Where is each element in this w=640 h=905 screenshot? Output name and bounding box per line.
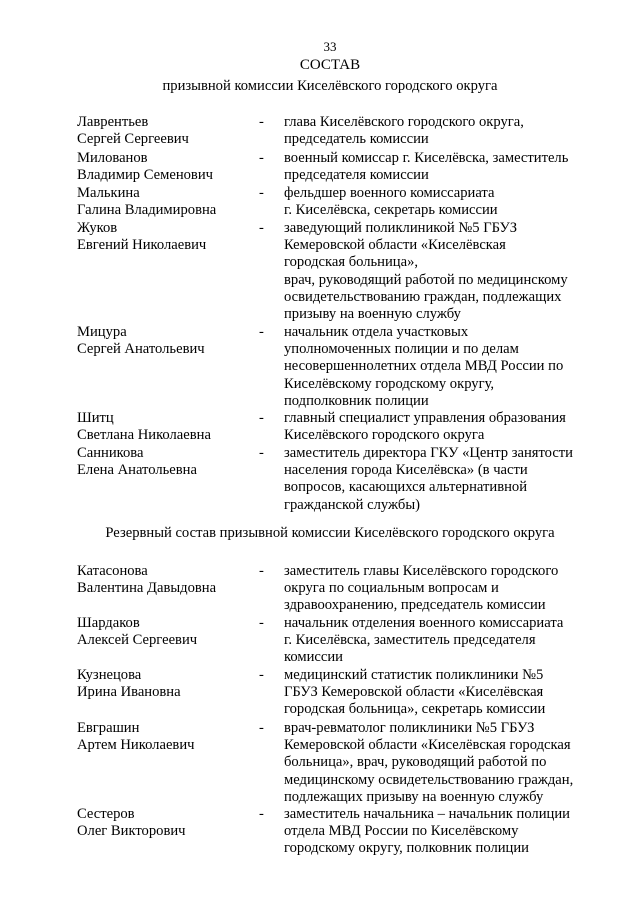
member-given-name: Галина Владимировна — [77, 202, 217, 219]
role-line: фельдшер военного комиссариата — [284, 185, 495, 201]
role-line: уполномоченных полиции и по делам — [284, 341, 519, 358]
separator-dash: - — [259, 563, 264, 579]
member-surname: Катасонова — [77, 563, 148, 579]
role-line: освидетельствованию граждан, подлежащих — [284, 288, 562, 305]
member-given-name: Олег Викторович — [77, 823, 186, 840]
member-surname: Кузнецова — [77, 667, 142, 683]
role-line: заместитель директора ГКУ «Центр занятости — [284, 445, 573, 461]
role-line: здравоохранению, председатель комиссии — [284, 597, 546, 614]
role-line: подлежащих призыву на военную службу — [284, 788, 544, 805]
role-line: больница», врач, руководящий работой по — [284, 754, 547, 771]
member-given-name: Сергей Анатольевич — [77, 341, 205, 358]
role-line: Киселёвского городского округа — [284, 427, 485, 444]
reserve-members-list — [0, 563, 640, 858]
member-role — [284, 114, 584, 148]
member-entry — [0, 806, 640, 858]
member-role — [284, 563, 584, 615]
member-name — [77, 445, 252, 479]
member-entry — [0, 324, 640, 410]
role-line: несовершеннолетних отдела МВД России по — [284, 358, 564, 375]
member-given-name: Алексей Сергеевич — [77, 632, 198, 649]
role-line: округа по социальным вопросам и — [284, 580, 499, 597]
role-line: г. Киселёвска, секретарь комиссии — [284, 202, 498, 219]
member-given-name: Светлана Николаевна — [77, 427, 211, 444]
separator-dash: - — [259, 324, 264, 340]
member-name — [77, 615, 252, 649]
member-entry — [0, 150, 640, 185]
role-line: Киселёвскому городскому округу, — [284, 375, 495, 392]
separator-dash: - — [259, 410, 264, 426]
member-entry — [0, 667, 640, 720]
member-given-name: Артем Николаевич — [77, 737, 195, 754]
role-line: вопросов, касающихся альтернативной — [284, 479, 528, 496]
member-entry — [0, 615, 640, 667]
role-line: начальник отдела участковых — [284, 324, 469, 340]
member-given-name: Валентина Давыдовна — [77, 580, 217, 597]
role-line: подполковник полиции — [284, 392, 429, 409]
member-role — [284, 220, 584, 323]
member-name — [77, 324, 252, 358]
main-members-list — [0, 114, 640, 515]
member-name — [77, 114, 252, 148]
member-name — [77, 185, 252, 219]
separator-dash: - — [259, 150, 264, 166]
member-surname: Санникова — [77, 445, 144, 461]
role-line: призыву на военную службу — [284, 306, 461, 323]
member-entry — [0, 114, 640, 150]
separator-dash: - — [259, 720, 264, 736]
member-entry — [0, 563, 640, 615]
member-name — [77, 220, 252, 254]
role-line: заместитель начальника – начальник полиции — [284, 806, 570, 822]
separator-dash: - — [259, 220, 264, 236]
member-given-name: Владимир Семенович — [77, 167, 213, 184]
role-line: ГБУЗ Кемеровской области «Киселёвская — [284, 684, 544, 701]
role-line: главный специалист управления образования — [284, 410, 566, 426]
member-entry — [0, 185, 640, 220]
role-line: председателя комиссии — [284, 167, 429, 184]
role-line: военный комиссар г. Киселёвска, заместитель — [284, 150, 569, 166]
member-surname: Мицура — [77, 324, 127, 340]
member-surname: Милованов — [77, 150, 148, 166]
separator-dash: - — [259, 806, 264, 822]
role-line: Кемеровской области «Киселёвская городская — [284, 737, 571, 754]
separator-dash: - — [259, 667, 264, 683]
member-surname: Жуков — [77, 220, 118, 236]
member-entry — [0, 410, 640, 445]
member-entry — [0, 220, 640, 324]
member-given-name: Елена Анатольевна — [77, 462, 197, 479]
document-subtitle: призывной комиссии Киселёвского городского округа — [162, 78, 498, 94]
member-role — [284, 410, 584, 444]
member-name — [77, 806, 252, 840]
separator-dash: - — [259, 185, 264, 201]
member-entry — [0, 445, 640, 515]
separator-dash: - — [259, 114, 264, 130]
member-given-name: Евгений Николаевич — [77, 237, 207, 254]
member-role — [284, 720, 584, 806]
role-line: заведующий поликлиникой №5 ГБУЗ — [284, 220, 518, 236]
member-role — [284, 324, 584, 410]
role-line: глава Киселёвского городского округа, — [284, 114, 524, 130]
role-line: комиссии — [284, 649, 343, 666]
role-line: врач-ревматолог поликлиники №5 ГБУЗ — [284, 720, 535, 736]
member-surname: Шардаков — [77, 615, 140, 631]
member-name — [77, 720, 252, 754]
member-surname: Евграшин — [77, 720, 140, 736]
role-line: медицинскому освидетельствованию граждан, — [284, 771, 574, 788]
role-line: гражданской службы) — [284, 496, 420, 513]
role-line: Кемеровской области «Киселёвская — [284, 237, 506, 254]
document-title: СОСТАВ — [299, 57, 361, 73]
member-entry — [0, 720, 640, 806]
role-line: населения города Киселёвска» (в части — [284, 462, 528, 479]
member-role — [284, 615, 584, 667]
member-role — [284, 150, 584, 184]
role-line: отдела МВД России по Киселёвскому — [284, 823, 519, 840]
role-line: начальник отделения военного комиссариата — [284, 615, 564, 631]
member-name — [77, 150, 252, 184]
member-surname: Шитц — [77, 410, 114, 426]
role-line: городская больница», — [284, 254, 419, 271]
member-surname: Сестеров — [77, 806, 135, 822]
member-name — [77, 410, 252, 444]
member-role — [284, 806, 584, 858]
separator-dash: - — [259, 445, 264, 461]
separator-dash: - — [259, 615, 264, 631]
member-surname: Малькина — [77, 185, 140, 201]
role-line: городская больница», секретарь комиссии — [284, 701, 546, 718]
reserve-section-title: Резервный состав призывной комиссии Киселёвского городского округа — [105, 525, 555, 541]
role-line: председатель комиссии — [284, 131, 429, 148]
page-number: 33 — [323, 39, 337, 54]
member-name — [77, 563, 252, 597]
member-role — [284, 667, 584, 719]
role-line: медицинский статистик поликлиники №5 — [284, 667, 544, 683]
member-surname: Лаврентьев — [77, 114, 149, 130]
role-line: городскому округу, полковник полиции — [284, 840, 529, 857]
member-given-name: Сергей Сергеевич — [77, 131, 189, 148]
member-name — [77, 667, 252, 701]
member-given-name: Ирина Ивановна — [77, 684, 181, 701]
role-line: заместитель главы Киселёвского городского — [284, 563, 559, 579]
role-line: врач, руководящий работой по медицинскому — [284, 271, 568, 288]
member-role — [284, 185, 584, 219]
member-role — [284, 445, 584, 514]
role-line: г. Киселёвска, заместитель председателя — [284, 632, 536, 649]
